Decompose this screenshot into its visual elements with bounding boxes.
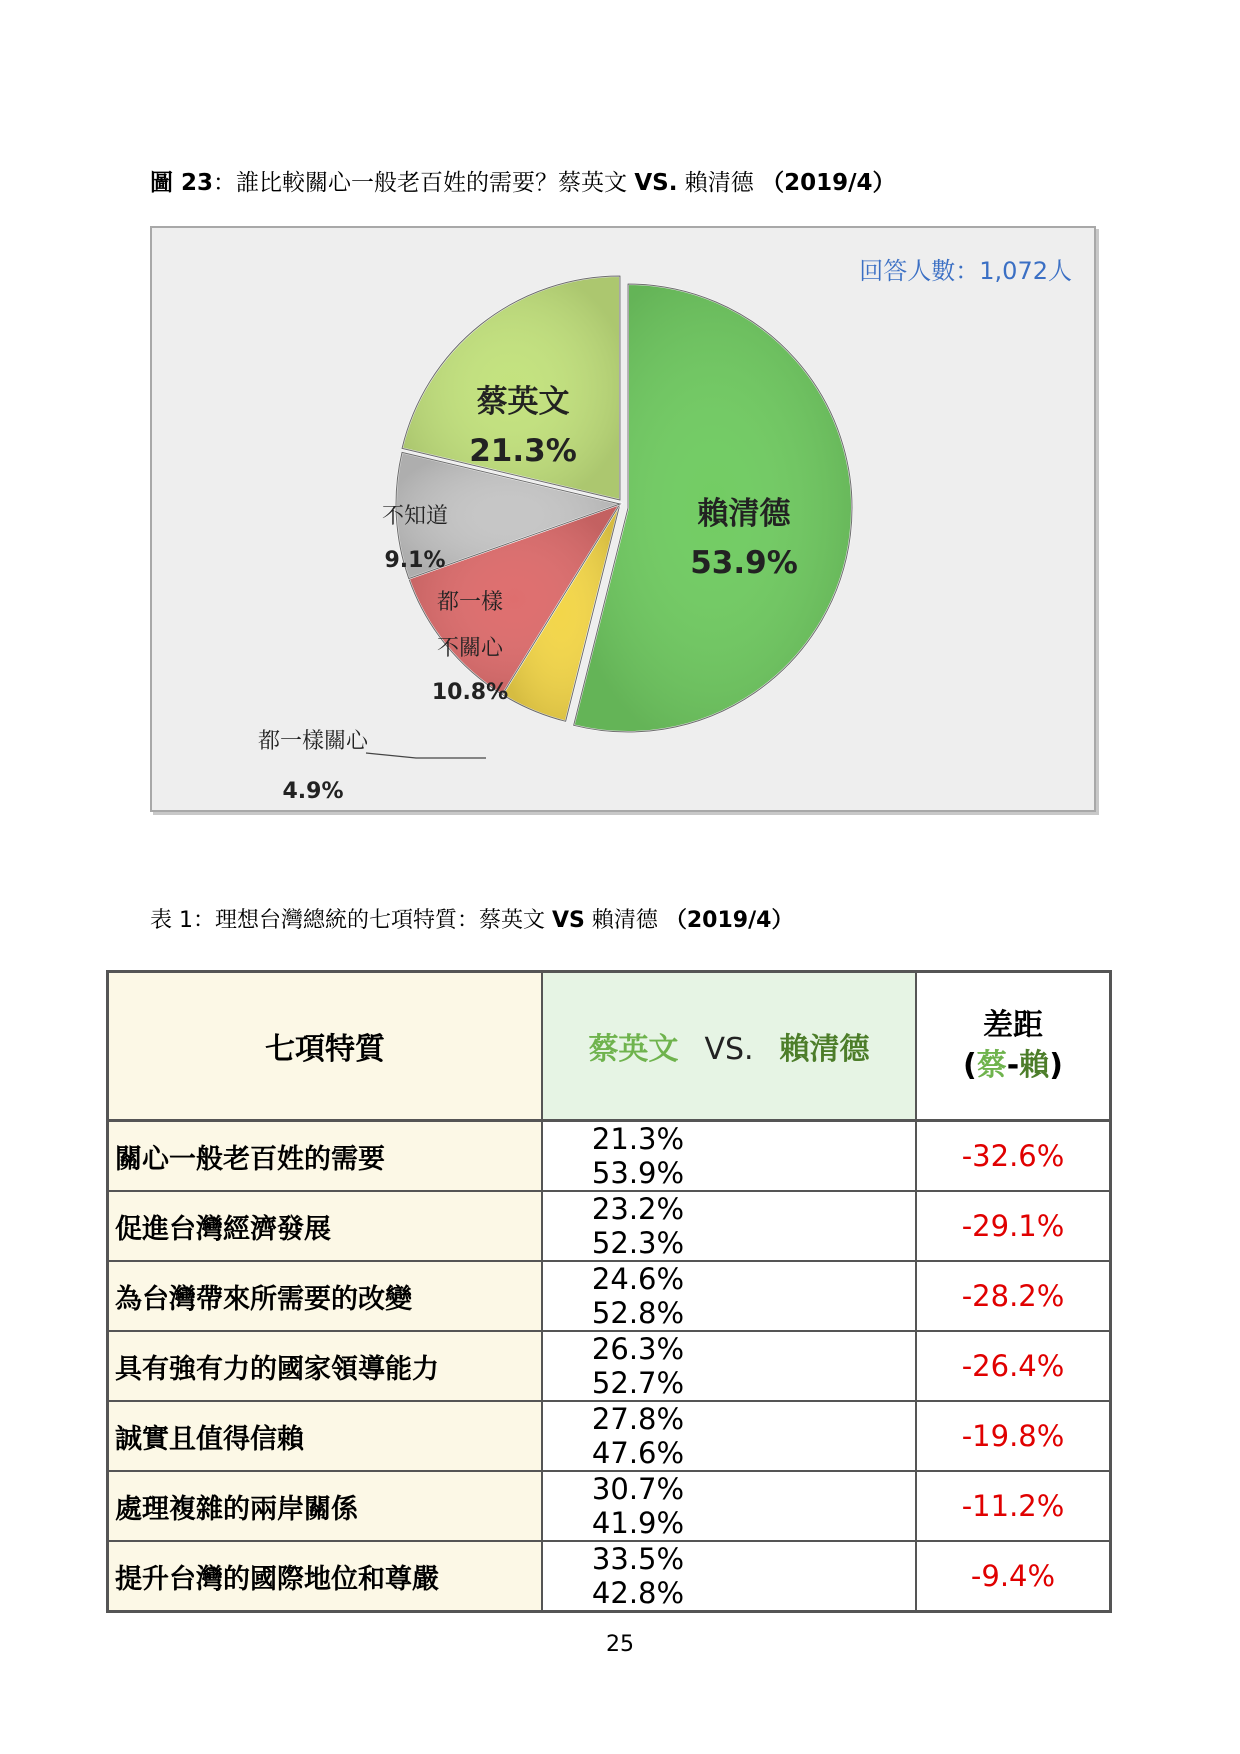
table-caption-prefix: 表 1 [150,908,193,933]
trait-cell: 促進台灣經濟發展 [108,1191,543,1261]
header-diff-close: ) [1049,1048,1063,1083]
table-row [108,1261,1111,1331]
cai-value: 30.7% [591,1472,685,1506]
header-diff-cai: 蔡 [976,1048,1007,1083]
leader-line-allcare [366,753,486,758]
table-header-row [108,972,1111,1121]
table-row [108,1541,1111,1612]
lai-value: 52.8% [591,1296,685,1330]
header-diff-open: ( [963,1048,977,1083]
values-cell [542,1331,916,1401]
header-diff-dash: - [1006,1048,1020,1083]
diff-cell: -28.2% [916,1261,1111,1331]
header-lai: 賴清德 [779,1032,870,1067]
table-caption [150,903,793,934]
diff-cell: -32.6% [916,1121,1111,1192]
diff-cell: -29.1% [916,1191,1111,1261]
diff-cell: -9.4% [916,1541,1111,1612]
header-vs [542,972,916,1121]
page-number: 25 [606,1632,634,1657]
cai-value: 33.5% [591,1542,685,1576]
figure-caption-vs: VS. [634,170,678,196]
lai-value: 42.8% [591,1576,685,1610]
pie-chart-frame [150,226,1096,812]
figure-caption [150,164,895,197]
table-row [108,1401,1111,1471]
pie-chart [152,228,1094,810]
trait-cell: 提升台灣的國際地位和尊嚴 [108,1541,543,1612]
header-diff-lai: 賴 [1019,1048,1050,1083]
label-cai: 蔡英文 [476,384,570,420]
header-vs-word: VS. [704,1032,754,1067]
table-caption-text: ：理想台灣總統的七項特質：蔡英文 [193,908,552,933]
table-row [108,1331,1111,1401]
label-dontknow: 不知道 [381,504,449,529]
diff-cell: -19.8% [916,1401,1111,1471]
respondents-label: 回答人數：1,072人 [859,257,1072,285]
trait-cell: 誠實且值得信賴 [108,1401,543,1471]
header-diff [916,972,1111,1121]
trait-cell: 具有強有力的國家領導能力 [108,1331,543,1401]
header-cai: 蔡英文 [588,1032,679,1067]
label-notcare-line1: 都一樣 [436,590,504,615]
header-diff-title: 差距 [983,1007,1043,1043]
table-body [108,1121,1111,1612]
value-allcare: 4.9% [282,779,344,804]
figure-caption-date: （2019/4） [761,170,896,196]
cai-value: 27.8% [591,1402,685,1436]
value-notcare: 10.8% [431,680,509,705]
lai-value: 52.3% [591,1226,685,1260]
values-cell [542,1191,916,1261]
header-trait: 七項特質 [108,972,543,1121]
value-lai: 53.9% [690,545,798,581]
trait-cell: 關心一般老百姓的需要 [108,1121,543,1192]
label-lai: 賴清德 [697,496,791,532]
cai-value: 21.3% [591,1122,685,1156]
diff-cell: -11.2% [916,1471,1111,1541]
figure-caption-name2: 賴清德 [677,170,762,196]
trait-cell: 為台灣帶來所需要的改變 [108,1261,543,1331]
table-caption-vs: VS [552,908,585,933]
traits-table [106,970,1112,1613]
value-cai: 21.3% [469,433,577,469]
lai-value: 52.7% [591,1366,685,1400]
values-cell [542,1541,916,1612]
value-dontknow: 9.1% [384,548,446,573]
trait-cell: 處理複雜的兩岸關係 [108,1471,543,1541]
values-cell [542,1401,916,1471]
figure-caption-prefix: 圖 23 [150,170,214,196]
table-caption-name2: 賴清德 [584,908,665,933]
label-allcare: 都一樣關心 [257,729,369,754]
lai-value: 47.6% [591,1436,685,1470]
diff-cell: -26.4% [916,1331,1111,1401]
values-cell [542,1471,916,1541]
label-notcare-line2: 不關心 [436,636,504,661]
values-cell [542,1261,916,1331]
values-cell [542,1121,916,1192]
figure-caption-text: ：誰比較關心一般老百姓的需要？蔡英文 [213,170,635,196]
cai-value: 24.6% [591,1262,685,1296]
table-caption-date: （2019/4） [664,908,794,933]
table-row [108,1121,1111,1192]
cai-value: 26.3% [591,1332,685,1366]
lai-value: 41.9% [591,1506,685,1540]
cai-value: 23.2% [591,1192,685,1226]
table-row [108,1191,1111,1261]
table-row [108,1471,1111,1541]
lai-value: 53.9% [591,1156,685,1190]
